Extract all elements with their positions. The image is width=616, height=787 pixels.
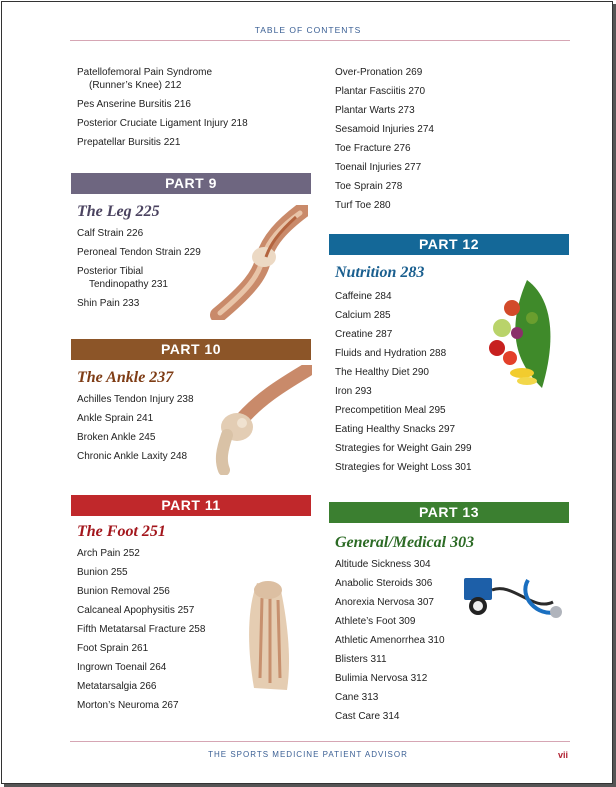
footer-rule <box>70 741 570 742</box>
part11-entries <box>77 547 227 718</box>
part9-banner: PART 9 <box>71 173 311 194</box>
part13-banner: PART 13 <box>329 502 569 523</box>
toc-entry: Cast Care 314 <box>335 711 400 722</box>
toc-entry: Iron 293 <box>335 386 372 397</box>
ankle-anatomy-image <box>212 365 312 475</box>
toc-entry: Chronic Ankle Laxity 248 <box>77 451 188 462</box>
toc-entry: Altitude Sickness 304 <box>335 559 431 570</box>
page-footer: THE SPORTS MEDICINE PATIENT ADVISOR <box>208 750 408 759</box>
part10-banner: PART 10 <box>71 339 311 360</box>
toc-entry: Bunion 255 <box>77 567 128 578</box>
toc-entry: Prepatellar Bursitis 221 <box>77 137 181 148</box>
page-header: TABLE OF CONTENTS <box>254 25 362 35</box>
part9-entries <box>77 227 217 316</box>
toc-entry: Strategies for Weight Gain 299 <box>335 443 472 454</box>
part11-title: The Foot 251 <box>77 523 166 540</box>
toc-entry: Toe Sprain 278 <box>335 181 403 192</box>
part12-banner: PART 12 <box>329 234 569 255</box>
header-rule <box>70 40 570 41</box>
foot-anatomy-image <box>232 578 307 698</box>
stethoscope-image <box>458 572 566 624</box>
toc-entry: Achilles Tendon Injury 238 <box>77 394 194 405</box>
toc-entry: Calcium 285 <box>335 310 391 321</box>
toc-entry: Peroneal Tendon Strain 229 <box>77 247 201 258</box>
toc-entry: Broken Ankle 245 <box>77 432 156 443</box>
toc-entry: Blisters 311 <box>335 654 387 665</box>
toc-entry: Fluids and Hydration 288 <box>335 348 447 359</box>
toc-entry: Foot Sprain 261 <box>77 643 149 654</box>
top-right-entries <box>335 66 565 218</box>
toc-entry: Turf Toe 280 <box>335 200 391 211</box>
part9-title: The Leg 225 <box>77 203 160 220</box>
toc-entry: Athlete’s Foot 309 <box>335 616 416 627</box>
part12-entries <box>335 290 505 480</box>
toc-entry: Creatine 287 <box>335 329 393 340</box>
top-left-entries <box>77 66 317 155</box>
toc-entry: Plantar Warts 273 <box>335 105 415 116</box>
toc-entry: Cane 313 <box>335 692 379 703</box>
toc-entry: Fifth Metatarsal Fracture 258 <box>77 624 206 635</box>
toc-entry: Morton’s Neuroma 267 <box>77 700 179 711</box>
toc-entry: Anabolic Steroids 306 <box>335 578 433 589</box>
part12-title: Nutrition 283 <box>335 264 425 281</box>
toc-entry: Ankle Sprain 241 <box>77 413 154 424</box>
page-number: vii <box>557 750 568 760</box>
part11-banner: PART 11 <box>71 495 311 516</box>
toc-entry: Eating Healthy Snacks 297 <box>335 424 456 435</box>
vegetables-image <box>482 278 562 398</box>
toc-entry: Calf Strain 226 <box>77 228 144 239</box>
toc-entry: Plantar Fasciitis 270 <box>335 86 426 97</box>
toc-entry: Ingrown Toenail 264 <box>77 662 167 673</box>
toc-entry: Bulimia Nervosa 312 <box>335 673 428 684</box>
part10-entries <box>77 393 217 469</box>
toc-entry: Caffeine 284 <box>335 291 392 302</box>
toc-entry: Bunion Removal 256 <box>77 586 170 597</box>
toc-entry: Anorexia Nervosa 307 <box>335 597 434 608</box>
part13-title: General/Medical 303 <box>335 534 475 551</box>
toc-entry: Strategies for Weight Loss 301 <box>335 462 472 473</box>
part10-title: The Ankle 237 <box>77 369 174 386</box>
toc-entry: Athletic Amenorrhea 310 <box>335 635 445 646</box>
leg-anatomy-image <box>208 205 308 320</box>
toc-entry: Calcaneal Apophysitis 257 <box>77 605 195 616</box>
toc-entry: Arch Pain 252 <box>77 548 140 559</box>
toc-entry: Posterior Cruciate Ligament Injury 218 <box>77 118 248 129</box>
toc-entry: Precompetition Meal 295 <box>335 405 446 416</box>
toc-entry: Patellofemoral Pain Syndrome (Runner’s Knee) 212 <box>77 67 213 91</box>
toc-entry: Metatarsalgia 266 <box>77 681 157 692</box>
toc-entry: Pes Anserine Bursitis 216 <box>77 99 191 110</box>
toc-entry: Over-Pronation 269 <box>335 67 423 78</box>
toc-entry: Sesamoid Injuries 274 <box>335 124 434 135</box>
toc-entry: Shin Pain 233 <box>77 298 140 309</box>
toc-entry: Toe Fracture 276 <box>335 143 411 154</box>
toc-entry: The Healthy Diet 290 <box>335 367 429 378</box>
toc-entry: Toenail Injuries 277 <box>335 162 422 173</box>
toc-entry: Posterior Tibial Tendinopathy 231 <box>77 266 168 290</box>
